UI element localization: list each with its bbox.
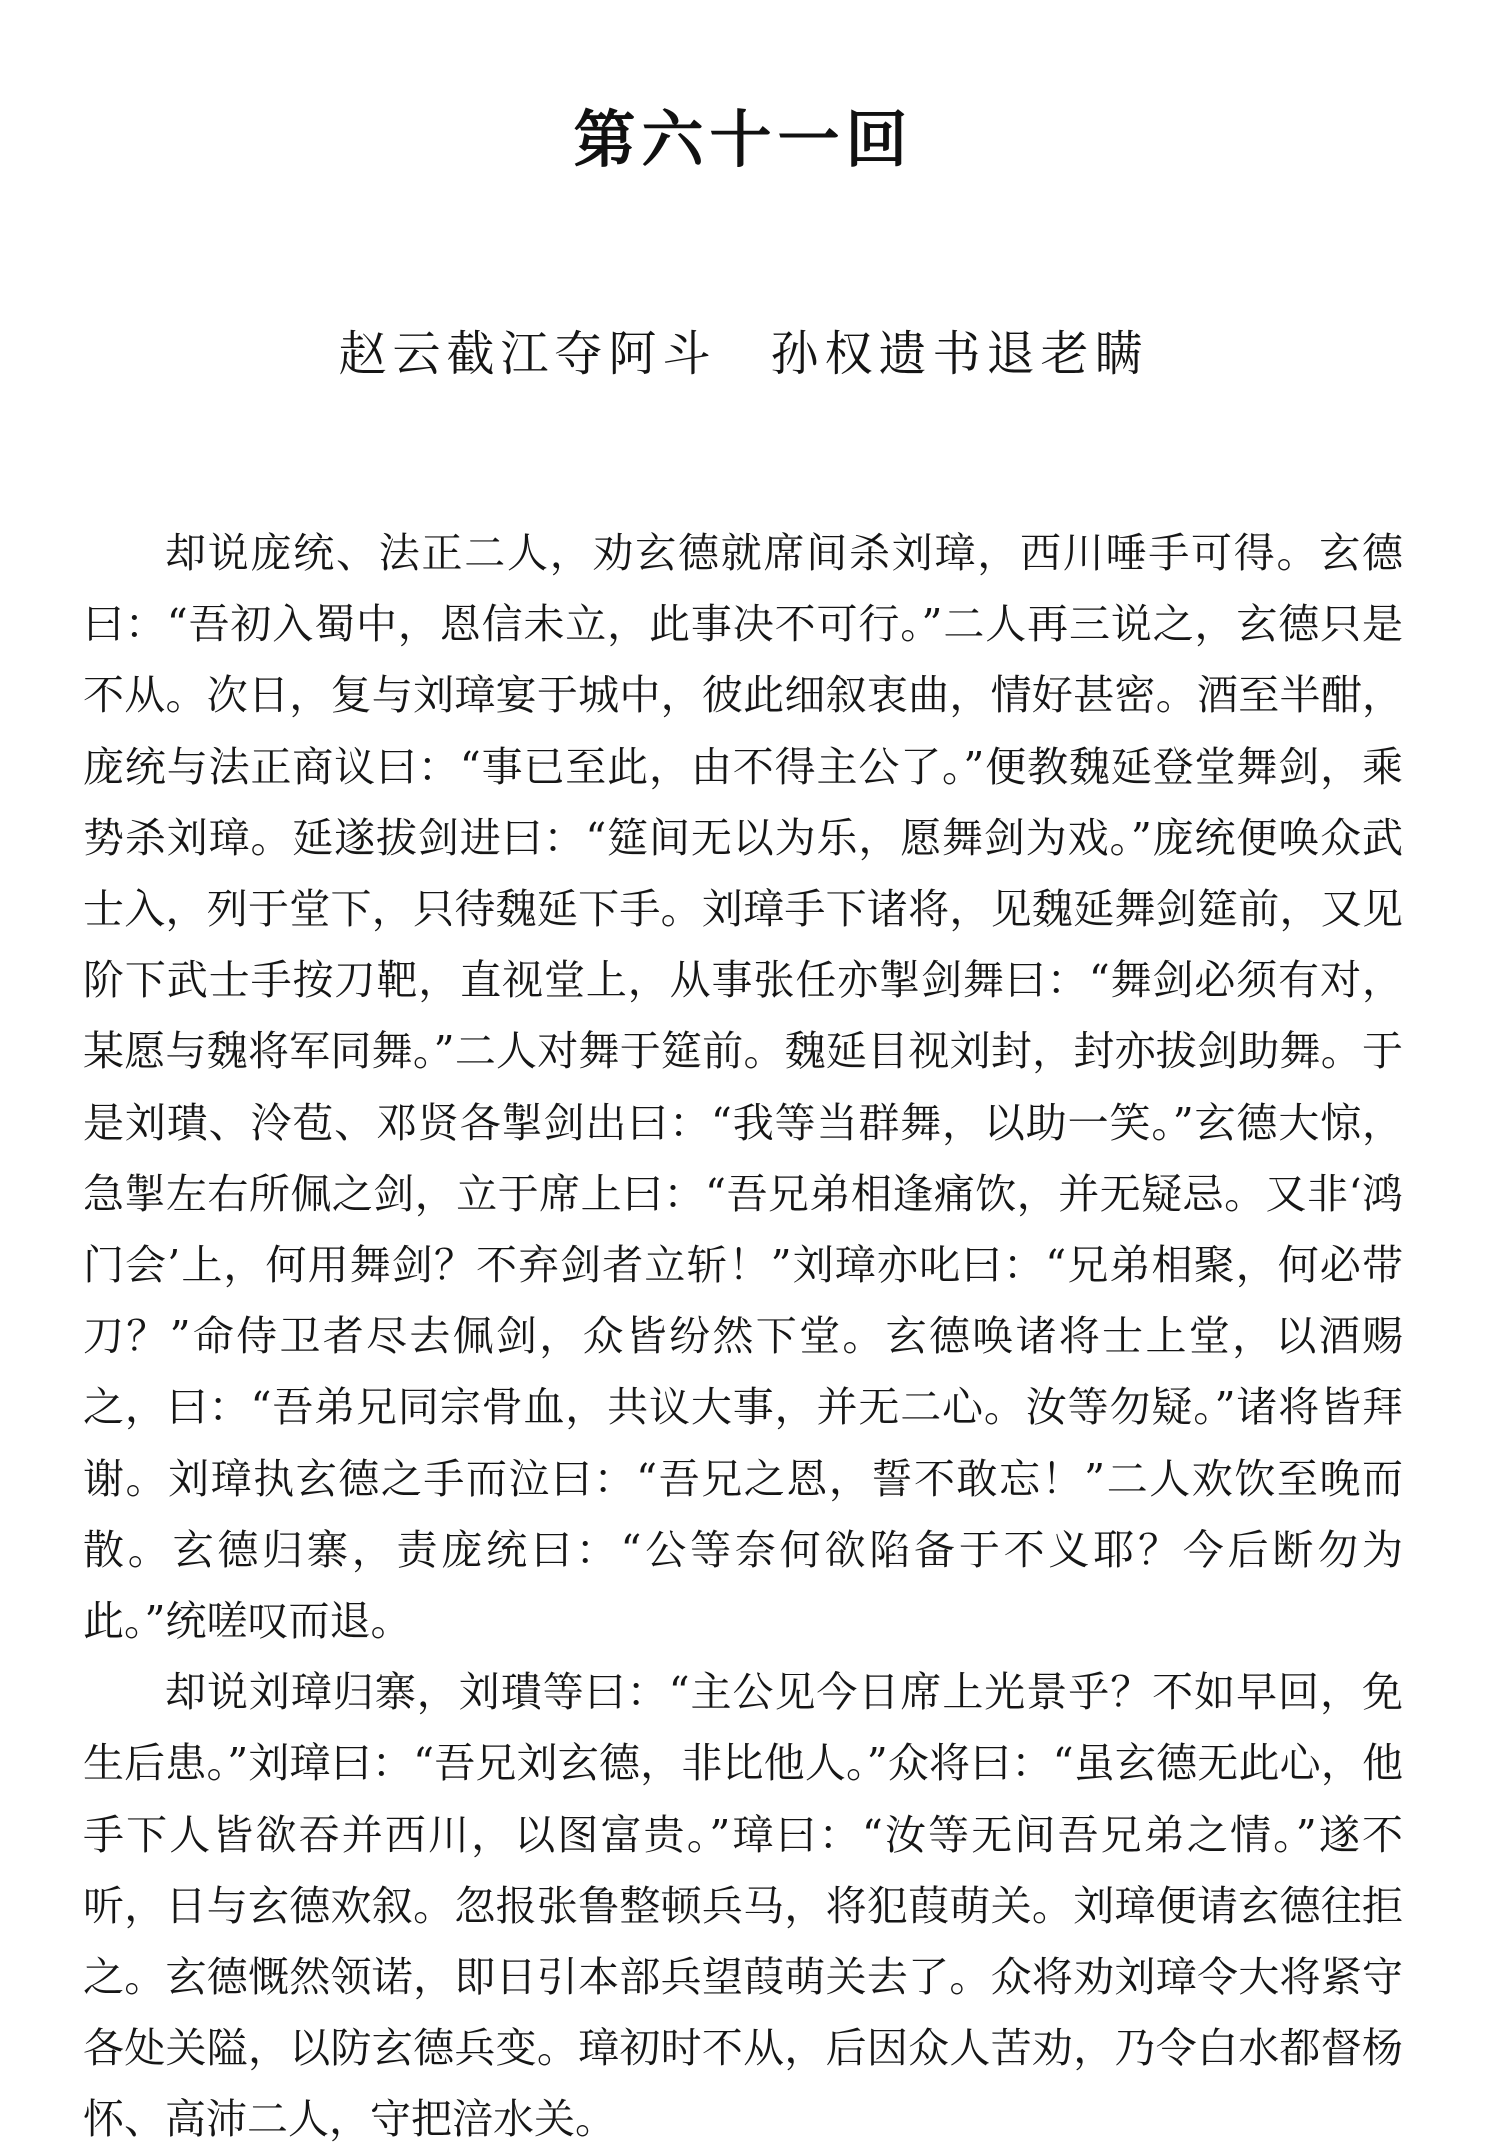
chapter-body [83, 518, 1403, 2156]
paragraph-2: 却说刘璋归寨，刘璝等曰：“主公见今日席上光景乎？不如早回，免生后患。”刘璋曰：“吾兄刘玄德，非比他人。”众将曰：“虽玄德无此心，他手下人皆欲吞并西川，以图富贵。”璋曰：“汝等无间吾兄弟之情。”遂不听，日与玄德欢叙。忽报张鲁整顿兵马，将犯葭萌关。刘璋便请玄德往拒之。玄德慨然领诺，即日引本部兵望葭萌关去了。众将劝刘璋令大将紧守各处关隘，以防玄德兵变。璋初时不从，后因众人苦劝，乃令白水都督杨怀、高沛二人，守把涪水关。 [83, 1668, 1403, 2144]
paragraph-1: 却说庞统、法正二人，劝玄德就席间杀刘璋，西川唾手可得。玄德曰：“吾初入蜀中，恩信未立，此事决不可行。”二人再三说之，玄德只是不从。次日，复与刘璋宴于城中，彼此细叙衷曲，情好甚密。酒至半酣，庞统与法正商议曰：“事已至此，由不得主公了。”便教魏延登堂舞剑，乘势杀刘璋。延遂拔剑进曰：“筵间无以为乐，愿舞剑为戏。”庞统便唤众武士入，列于堂下，只待魏延下手。刘璋手下诸将，见魏延舞剑筵前，又见阶下武士手按刀靶，直视堂上，从事张任亦掣剑舞曰：“舞剑必须有对，某愿与魏将军同舞。”二人对舞于筵前。魏延目视刘封，封亦拔剑助舞。于是刘璝、泠苞、邓贤各掣剑出曰：“我等当群舞，以助一笑。”玄德大惊，急掣左右所佩之剑，立于席上曰：“吾兄弟相逢痛饮，并无疑忌。又非‘鸿门会’上，何用舞剑？不弃剑者立斩！”刘璋亦叱曰：“兄弟相聚，何必带刀？”命侍卫者尽去佩剑，众皆纷然下堂。玄德唤诸将士上堂，以酒赐之，曰：“吾弟兄同宗骨血，共议大事，并无二心。汝等勿疑。”诸将皆拜谢。刘璋执玄德之手而泣曰：“吾兄之恩，誓不敢忘！”二人欢饮至晚而散。玄德归寨，责庞统曰：“公等奈何欲陷备于不义耶？今后断勿为此。”统嗟叹而退。 [83, 529, 1403, 1646]
chapter-subtitle: 赵云截江夺阿斗 孙权遗书退老瞒 [338, 326, 1149, 382]
chapter-number-title: 第六十一回 [573, 103, 914, 176]
